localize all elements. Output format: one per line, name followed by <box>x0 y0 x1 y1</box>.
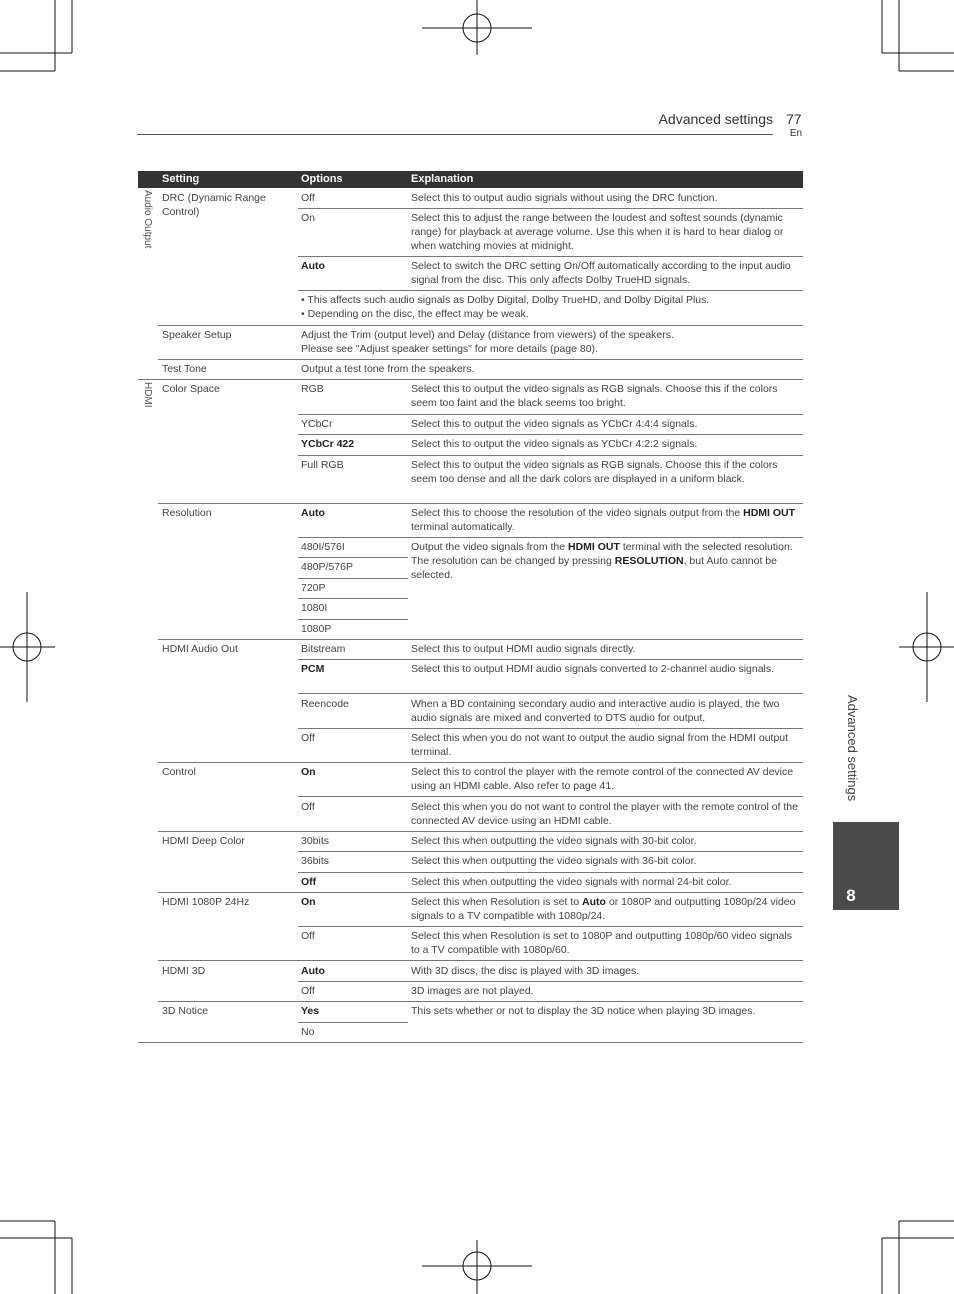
setting-resolution: Resolution <box>162 507 212 519</box>
setting-color-space: Color Space <box>162 383 220 395</box>
option-24hz-on: On <box>301 896 316 908</box>
explanation-reencode: When a BD containing secondary audio and interactive audio is played, the two audio signals are mixed and converted to DTS audio for output. <box>411 698 780 724</box>
text-part: Select this when Resolution is set to <box>411 896 580 908</box>
row-divider <box>298 557 408 558</box>
header-rule <box>137 134 773 135</box>
option-resolution: 480P/576P <box>301 561 353 573</box>
row-divider <box>298 256 803 257</box>
row-divider <box>298 728 803 729</box>
option-resolution-auto: Auto <box>301 507 325 519</box>
header-explanation: Explanation <box>411 173 474 185</box>
header-setting: Setting <box>162 173 200 185</box>
option-notice-no: No <box>301 1026 315 1038</box>
row-divider <box>298 537 803 538</box>
option-audio-off: Off <box>301 732 315 744</box>
text-part: terminal with the selected resolution. <box>622 541 793 553</box>
option-24hz-off: Off <box>301 930 315 942</box>
explanation-control-off: Select this when you do not want to control the player with the remote control of the connected AV device using an HDMI cable. <box>411 801 798 827</box>
explanation-30bits: Select this when outputting the video signals with 30-bit color. <box>411 835 697 847</box>
explanation-ycbcr: Select this to output the video signals as YCbCr 4:4:4 signals. <box>411 418 698 430</box>
row-divider <box>158 892 803 893</box>
row-divider <box>298 693 803 694</box>
drc-note-2: • Depending on the disc, the effect may be weak. <box>301 308 529 320</box>
explanation-resolution-auto <box>411 506 801 534</box>
explanation-drc-auto: Select to switch the DRC setting On/Off automatically according to the input audio signal from the disc. This only affects Dolby TrueHD signals. <box>411 260 791 286</box>
option-3d-auto: Auto <box>301 965 325 977</box>
explanation-drc-on: Select this to adjust the range between the loudest and softest sounds (dynamic range) for playback at average volume. Use this when it is hard to hear dialog or when watching movies at midnight. <box>411 212 784 252</box>
explanation-24hz-off: Select this when Resolution is set to 1080P and outputting 1080p/60 video signals to a TV compatible with 1080p/60. <box>411 930 792 956</box>
option-resolution: 720P <box>301 582 326 594</box>
row-divider <box>298 796 803 797</box>
explanation-3d-auto: With 3D discs, the disc is played with 3D images. <box>411 965 640 977</box>
option-resolution: 1080I <box>301 602 328 614</box>
group-audio-output: Audio Output <box>142 190 153 249</box>
text-part: , but Auto cannot be selected. <box>411 555 777 581</box>
row-divider <box>298 872 803 873</box>
row-divider <box>298 578 408 579</box>
explanation-control-on: Select this to control the player with the remote control of the connected AV device using an HDMI cable. Also refer to page 41. <box>411 766 794 792</box>
row-divider <box>158 960 803 961</box>
chapter-tab <box>833 822 899 910</box>
text-part: The resolution can be changed by pressing <box>411 555 612 567</box>
drc-note-1: • This affects such audio signals as Dolby Digital, Dolby TrueHD, and Dolby Digital Plus. <box>301 294 710 306</box>
explanation-3d-off: 3D images are not played. <box>411 985 534 997</box>
option-drc-auto: Auto <box>301 260 325 272</box>
row-divider <box>298 290 803 291</box>
explanation-bitstream: Select this to output HDMI audio signals directly. <box>411 643 636 655</box>
row-divider <box>298 926 803 927</box>
row-divider <box>158 325 803 326</box>
setting-1080p-24hz: HDMI 1080P 24Hz <box>162 896 250 908</box>
row-divider <box>158 762 803 763</box>
option-resolution: 1080P <box>301 623 332 635</box>
explanation-ycbcr422: Select this to output the video signals as YCbCr 4:2:2 signals. <box>411 438 698 450</box>
row-divider <box>298 851 803 852</box>
row-divider <box>298 414 803 415</box>
setting-hdmi-audio-out: HDMI Audio Out <box>162 643 238 655</box>
page-language: En <box>789 128 803 139</box>
row-divider <box>298 455 803 456</box>
explanation-pcm: Select this to output HDMI audio signals converted to 2-channel audio signals. <box>411 663 775 675</box>
explanation-resolution-fixed <box>411 540 801 582</box>
setting-control: Control <box>162 766 196 778</box>
group-divider <box>138 379 803 380</box>
speaker-setup-line-1: Adjust the Trim (output level) and Delay (distance from viewers) of the speakers. <box>301 329 674 341</box>
option-pcm: PCM <box>301 663 325 675</box>
setting-hdmi-3d: HDMI 3D <box>162 965 206 977</box>
text-emphasis: RESOLUTION <box>614 555 684 567</box>
explanation-full-rgb: Select this to output the video signals as RGB signals. Choose this if the colors seem too dense and all the dark colors are displayed in a uniform black. <box>411 459 778 485</box>
option-full-rgb: Full RGB <box>301 459 344 471</box>
row-divider <box>298 598 408 599</box>
option-reencode: Reencode <box>301 698 349 710</box>
row-divider <box>158 1001 803 1002</box>
page-title: Advanced settings <box>658 111 773 127</box>
text-part: terminal automatically. <box>411 521 515 533</box>
row-divider <box>158 831 803 832</box>
text-emphasis: Auto <box>582 896 606 908</box>
explanation-24hz-on <box>411 895 801 923</box>
page-number: 77 <box>786 111 802 127</box>
setting-speaker-setup: Speaker Setup <box>162 329 232 341</box>
row-divider <box>298 981 803 982</box>
table-header <box>138 171 803 188</box>
row-divider <box>298 659 803 660</box>
row-divider <box>298 434 803 435</box>
side-section-label: Advanced settings <box>845 695 860 802</box>
text-emphasis: HDMI OUT <box>568 541 620 553</box>
option-30bits: 30bits <box>301 835 330 847</box>
row-divider <box>158 503 803 504</box>
setting-3d-notice: 3D Notice <box>162 1005 209 1017</box>
header-options: Options <box>301 173 343 185</box>
explanation-rgb: Select this to output the video signals as RGB signals. Choose this if the colors seem too faint and the black seems too bright. <box>411 383 778 409</box>
speaker-setup-line-2: Please see "Adjust speaker settings" for more details (page 80). <box>301 343 598 355</box>
option-drc-off: Off <box>301 192 315 204</box>
row-divider <box>158 639 803 640</box>
group-hdmi: HDMI <box>142 382 153 408</box>
explanation-36bits: Select this when outputting the video signals with 36-bit color. <box>411 855 697 867</box>
explanation-drc-off: Select this to output audio signals without using the DRC function. <box>411 192 718 204</box>
text-part: or 1080P and outputting 1080p/24 video signals to a TV compatible with 1080p/24. <box>411 896 796 922</box>
row-divider <box>298 619 408 620</box>
option-3d-off: Off <box>301 985 315 997</box>
option-36bits: 36bits <box>301 855 330 867</box>
explanation-audio-off: Select this when you do not want to output the audio signal from the HDMI output terminal. <box>411 732 789 758</box>
row-divider <box>298 208 803 209</box>
explanation-test-tone: Output a test tone from the speakers. <box>301 363 475 375</box>
option-control-off: Off <box>301 801 315 813</box>
option-ycbcr422: YCbCr 422 <box>301 438 355 450</box>
option-control-on: On <box>301 766 316 778</box>
text-emphasis: HDMI OUT <box>743 507 796 519</box>
setting-deep-color: HDMI Deep Color <box>162 835 245 847</box>
option-deep-off: Off <box>301 876 317 888</box>
option-drc-on: On <box>301 212 316 224</box>
option-notice-yes: Yes <box>301 1005 320 1017</box>
setting-test-tone: Test Tone <box>162 363 207 375</box>
option-bitstream: Bitstream <box>301 643 346 655</box>
text-part: Output the video signals from the <box>411 541 566 553</box>
setting-drc: DRC (Dynamic Range Control) <box>162 192 266 218</box>
option-ycbcr: YCbCr <box>301 418 333 430</box>
explanation-3d-notice: This sets whether or not to display the 3D notice when playing 3D images. <box>411 1005 756 1017</box>
option-resolution: 480I/576I <box>301 541 345 553</box>
explanation-deep-off: Select this when outputting the video signals with normal 24-bit color. <box>411 876 732 888</box>
chapter-number: 8 <box>846 886 856 905</box>
row-divider <box>298 1022 408 1023</box>
table-bottom-rule <box>138 1042 803 1043</box>
row-divider <box>158 359 803 360</box>
text-part: Select this to choose the resolution of the video signals output from the <box>411 507 741 519</box>
option-rgb: RGB <box>301 383 324 395</box>
